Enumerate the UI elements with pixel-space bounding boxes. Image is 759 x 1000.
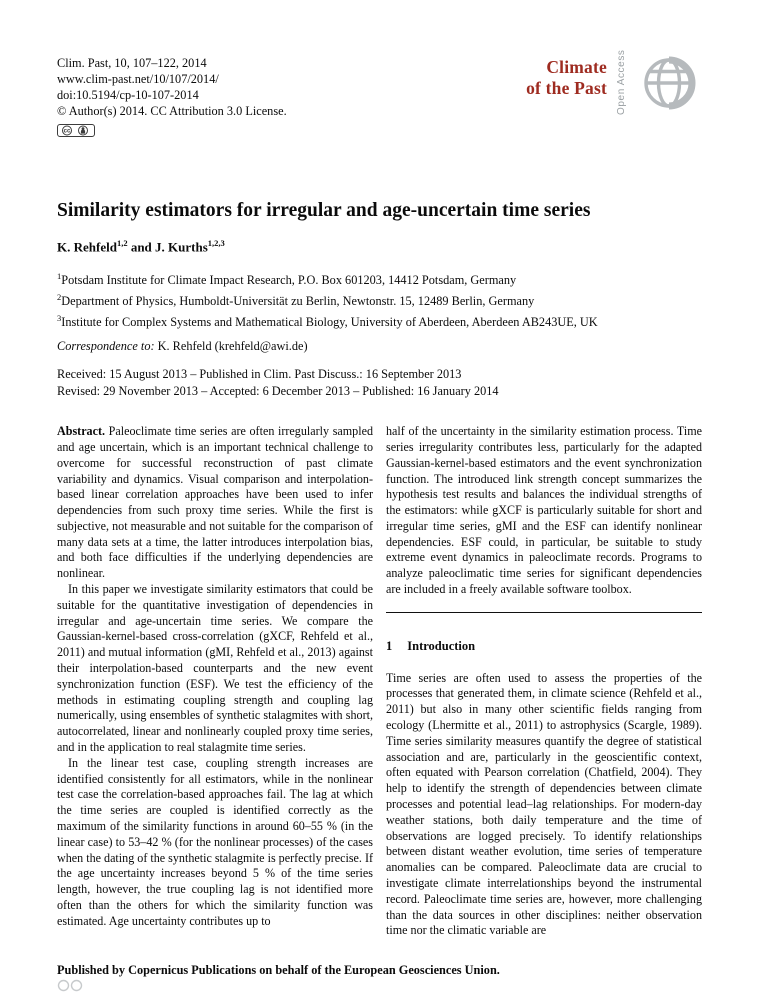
author-line	[57, 238, 702, 255]
body-columns	[57, 424, 702, 976]
abstract-text: Paleoclimate time series are often irregularly sampled and age uncertain, which is an important technical challenge to overcome for successful reconstruction of past climate variability and dynamics. Visual comparison and interpolation-based linear correlation approaches have been used to infer dependencies from such proxy time series. While the first is subjective, not measurable and not suitable for the comparison of many data sets at a time, the latter introduces interpolation bias, and both face difficulties if the underlying dependencies are nonlinear.	[57, 424, 373, 581]
affiliation-number: 3	[57, 312, 62, 323]
received-line: Received: 15 August 2013 – Published in Clim. Past Discuss.: 16 September 2013	[57, 367, 462, 382]
citation-block	[57, 55, 287, 141]
citation-reference: Clim. Past, 10, 107–122, 2014	[57, 56, 207, 70]
citation-url: www.clim-past.net/10/107/2014/	[57, 72, 219, 86]
affiliation-text: Institute for Complex Systems and Mathematical Biology, University of Aberdeen, Aberdeen AB243UE, UK	[61, 314, 598, 329]
cc-mark-small-icon	[57, 979, 83, 997]
abstract-label: Abstract.	[57, 424, 106, 439]
journal-name	[526, 57, 607, 99]
section-number: 1	[386, 638, 393, 653]
affiliation-line	[57, 310, 702, 331]
cc-by-badge-icon	[57, 124, 287, 141]
abstract-paragraph-continued: half of the uncertainty in the similarity estimation process. Time series irregularity contributes less, particularly for the adapted Gaussian-kernel-based estimators and the event synchronization function. The introduced link strength concept summarizes the hypothesis test results and balances the individual strengths of the estimators: while gXCF is particularly suitable for short and irregular time series, gMI and the ESF can identify nonlinear dependencies. ESF could, in particular, be suitable to study extreme event dynamics in paleoclimate records. Programs to analyze paleoclimatic time series for significant dependencies are included in a freely available software toolbox.	[386, 424, 702, 597]
dates-block	[57, 366, 702, 400]
author-name: J. Kurths	[155, 239, 208, 255]
affiliation-line	[57, 268, 702, 289]
correspondence-line	[57, 339, 702, 354]
revised-line: Revised: 29 November 2013 – Accepted: 6 December 2013 – Published: 16 January 2014	[57, 384, 499, 399]
authors-separator: and	[127, 239, 156, 255]
author-affiliation-sup: 1,2	[116, 238, 128, 248]
abstract-paragraph: In this paper we investigate similarity estimators that could be suitable for the quantitative investigation of dependencies in irregular and age-uncertain time series. We compare the Gaussian-kernel-based cross-correlation (gXCF, Rehfeld et al., 2011) and mutual information (gMI, Rehfeld et al., 2013) against their interpolation-based counterparts and the new event synchronization function (ESF). We test the efficiency of the methods in estimating coupling strength and coupling lag numerically, using ensembles of synthetic stalagmites with short, autocorrelated, linear and nonlinearly coupled proxy time series, and in the application to real stalagmite time series.	[57, 582, 373, 755]
section-heading-introduction	[386, 639, 702, 655]
article-title: Similarity estimators for irregular and age-uncertain time series	[57, 200, 591, 221]
affiliation-number: 2	[57, 291, 62, 302]
citation-doi: doi:10.5194/cp-10-107-2014	[57, 88, 199, 102]
journal-name-line2: of the Past	[526, 78, 607, 98]
journal-brand	[526, 49, 702, 120]
affiliation-number: 1	[57, 271, 62, 282]
section-title: Introduction	[407, 638, 476, 653]
left-column	[57, 424, 373, 976]
journal-name-line1: Climate	[546, 57, 607, 77]
author-affiliation-sup: 1,2,3	[207, 238, 225, 248]
correspondence-contact: K. Rehfeld (krehfeld@awi.de)	[154, 339, 308, 354]
correspondence-label: Correspondence to:	[57, 339, 155, 354]
right-column	[386, 424, 702, 976]
abstract-paragraph: In the linear test case, coupling strength increases are identified consistently for all estimators, while in the nonlinear test case the correlation-based approaches fail. The lag at which the time series are coupled is identified correctly as the maximum of the similarity functions in around 60–55 % (in the linear case) to 53–42 % (for the nonlinear processes) of the cases when the dating of the synthetic stalagmite is perfectly precise. If the age uncertainty increases beyond 5 % of the time series length, however, the true coupling lag is not identified more often than the others for which the similarity function was estimated. Age uncertainty contributes up to	[57, 755, 374, 928]
affiliation-text: Potsdam Institute for Climate Impact Research, P.O. Box 601203, 14412 Potsdam, Germany	[61, 273, 517, 288]
open-access-label: Open Access	[616, 49, 627, 115]
affiliations-block	[57, 268, 702, 330]
author-name: K. Rehfeld	[57, 239, 117, 255]
svg-text:cc: cc	[63, 128, 71, 135]
section-divider	[386, 612, 702, 613]
publisher-footer: Published by Copernicus Publications on behalf of the European Geosciences Union.	[57, 963, 500, 977]
affiliation-text: Department of Physics, Humboldt-Universität zu Berlin, Newtonstr. 15, 12489 Berlin, Germany	[61, 294, 535, 309]
affiliation-line	[57, 289, 702, 310]
citation-license: © Author(s) 2014. CC Attribution 3.0 License.	[57, 104, 287, 118]
journal-globe-logo-icon	[636, 49, 702, 120]
abstract-paragraph	[57, 424, 373, 582]
page-header	[57, 49, 702, 141]
introduction-paragraph: Time series are often used to assess the properties of the processes that generated them, in climate science (Rehfeld et al., 2011) but also in many other scientific fields ranging from ecology (Lhermitte et al., 2011) to astrophysics (Scargle, 1989). Time series similarity measures quantify the degree of statistical association and are, particularly in the geoscientific context, often equated with Pearson correlation (Chatfield, 2004). They help to identify the strength of dependencies between climate processes and potential lead–lag relationships. For modern-day weather stations, both daily temperature and the time of observations are logged precisely. To identify relationships between distant weather evolution, time series of temperature anomalies can be compared. Paleoclimate data are crucial to investigate climate interrelationships beyond the instrumental record. Paleoclimate time series are, however, more challenging than the data sources in other disciplines: neither observation time nor the climatic variable are	[386, 670, 702, 938]
